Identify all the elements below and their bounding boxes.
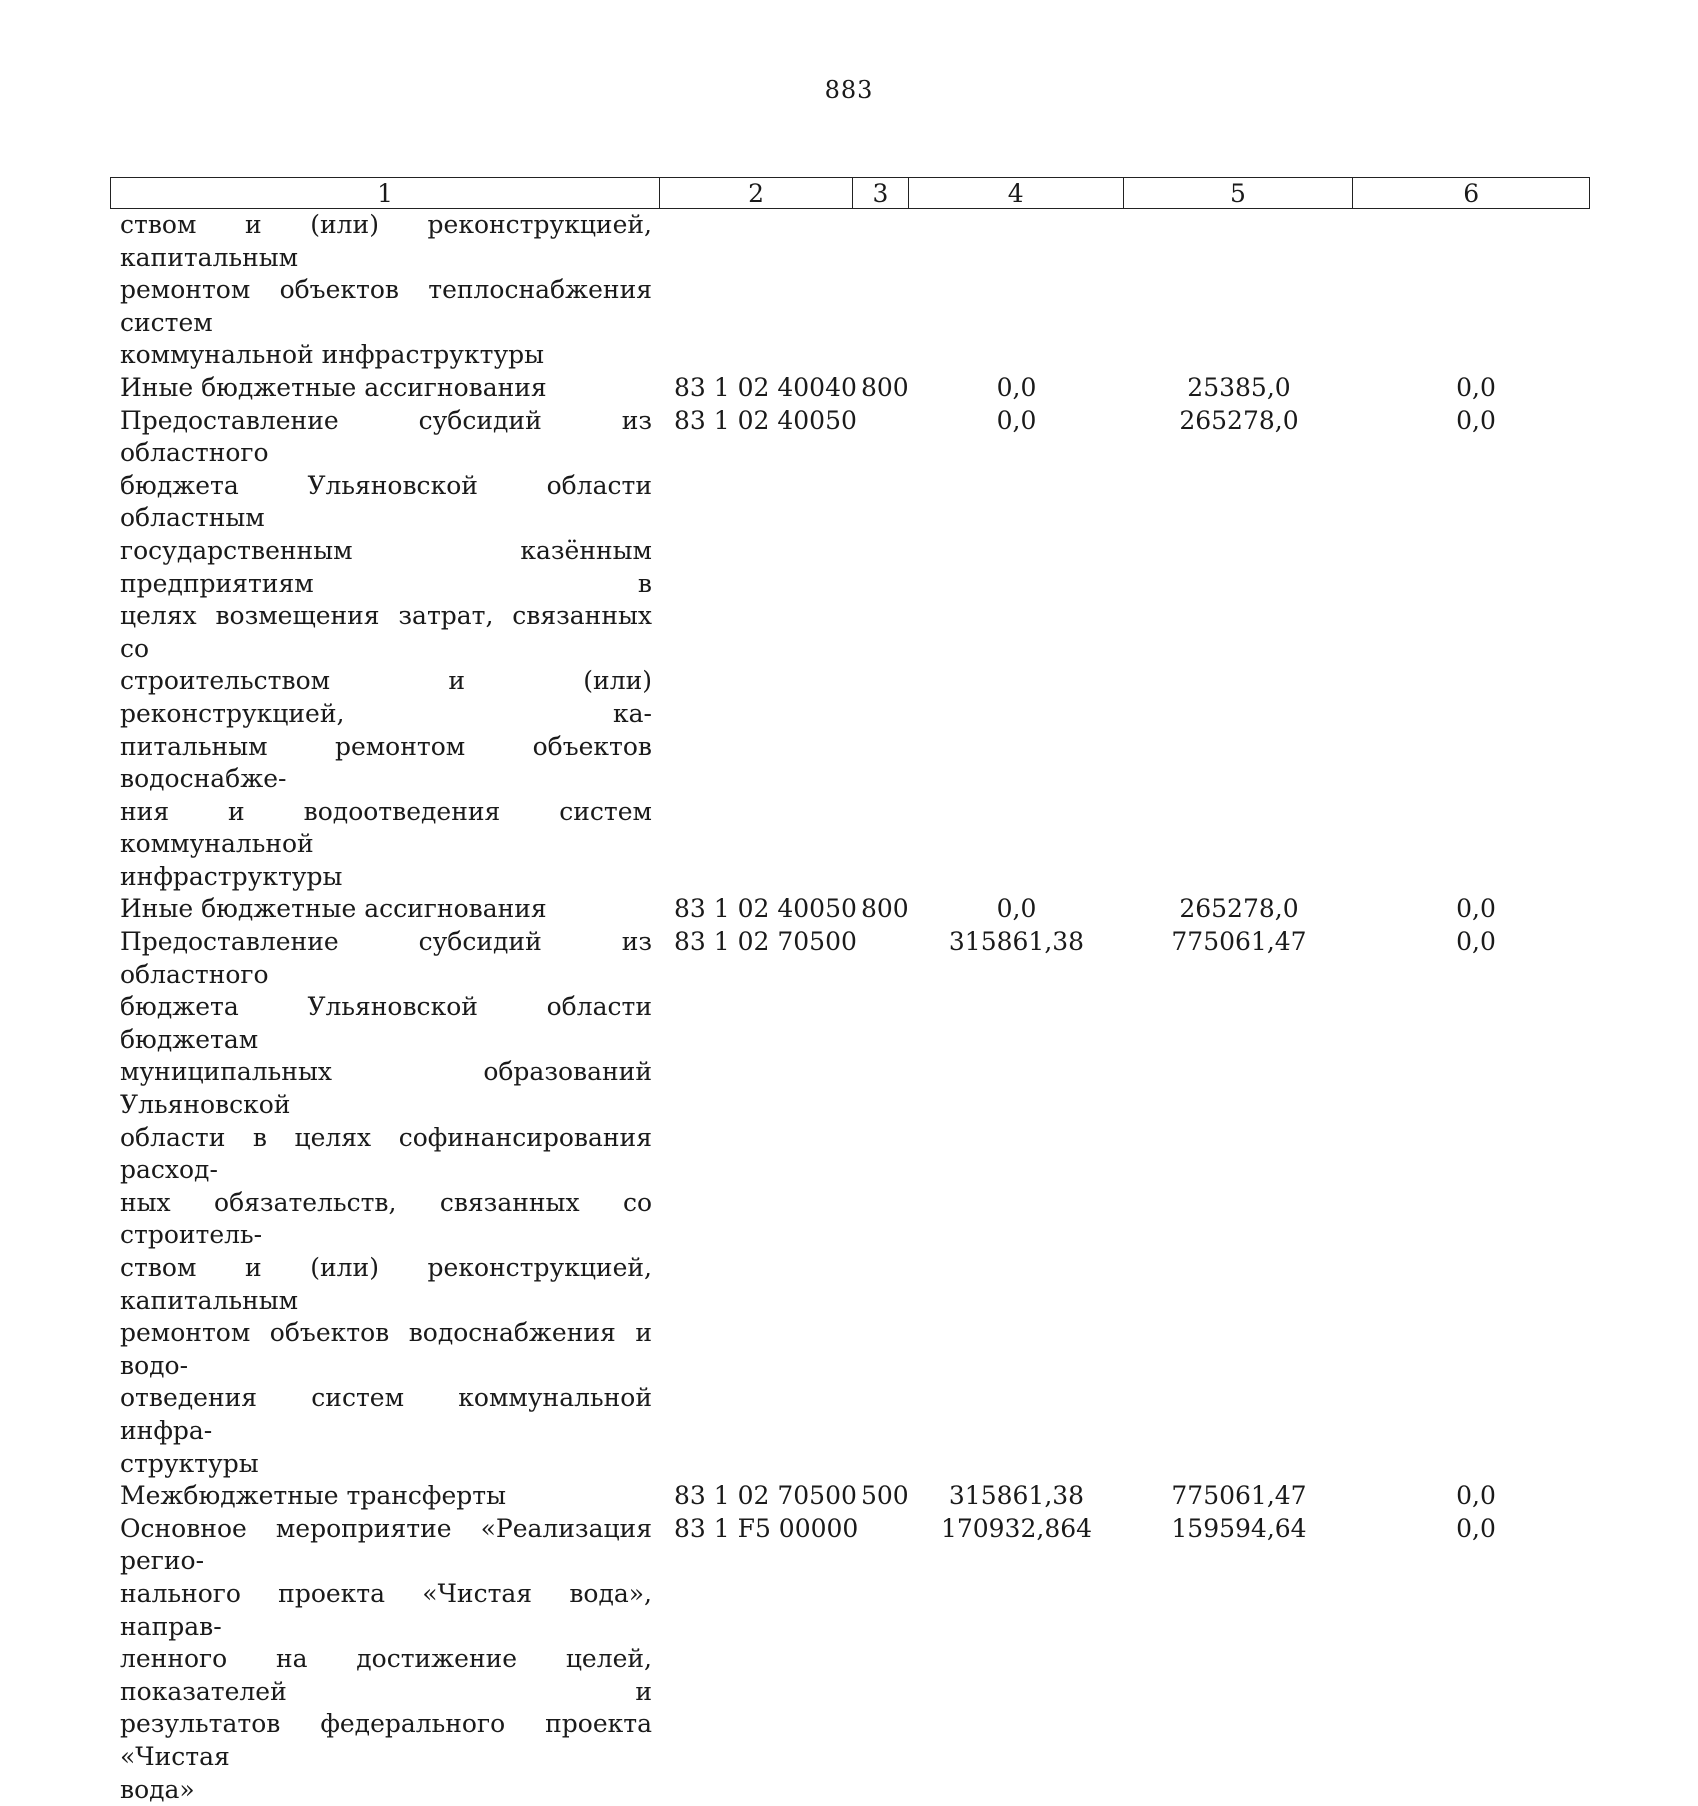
description-line: ремонтом объектов теплоснабжения систем	[120, 274, 652, 339]
column-header-2: 2	[660, 178, 853, 208]
row-description	[110, 926, 660, 1480]
budget-classification-code: 83 1 02 70500	[660, 926, 853, 1480]
column-header-5: 5	[1124, 178, 1354, 208]
expense-type-code	[853, 926, 909, 1480]
description-line: ленного на достижение целей, показателей и	[120, 1643, 652, 1708]
description-line: питальным ремонтом объектов водоснабже-	[120, 731, 652, 796]
table-body	[110, 209, 1590, 1806]
table-row	[110, 372, 1590, 405]
row-description	[110, 893, 660, 926]
description-line: коммунальной инфраструктуры	[120, 339, 652, 372]
budget-table	[110, 177, 1590, 1806]
description-line: ния и водоотведения систем коммунальной	[120, 796, 652, 861]
budget-classification-code: 83 1 F5 00000	[660, 1513, 853, 1806]
description-line: отведения систем коммунальной инфра-	[120, 1382, 652, 1447]
table-row	[110, 1480, 1590, 1513]
column-number-header	[110, 177, 1590, 209]
amount-column-4: 0,0	[909, 372, 1124, 405]
description-line: вода»	[120, 1774, 652, 1806]
table-row	[110, 926, 1590, 1480]
table-row	[110, 405, 1590, 894]
description-line: Основное мероприятие «Реализация регио-	[120, 1513, 652, 1578]
description-line: области в целях софинансирования расход-	[120, 1122, 652, 1187]
amount-column-4: 315861,38	[909, 926, 1124, 1480]
description-line: строительством и (или) реконструкцией, ка-	[120, 665, 652, 730]
expense-type-code	[853, 209, 909, 372]
table-row	[110, 1513, 1590, 1806]
amount-column-6: 0,0	[1354, 372, 1590, 405]
amount-column-4: 315861,38	[909, 1480, 1124, 1513]
expense-type-code: 800	[853, 372, 909, 405]
amount-column-4: 0,0	[909, 893, 1124, 926]
expense-type-code: 500	[853, 1480, 909, 1513]
description-line: Предоставление субсидий из областного	[120, 926, 652, 991]
description-line: Межбюджетные трансферты	[120, 1480, 652, 1513]
expense-type-code: 800	[853, 893, 909, 926]
amount-column-6: 0,0	[1354, 1480, 1590, 1513]
column-header-6: 6	[1353, 178, 1589, 208]
amount-column-6: 0,0	[1354, 926, 1590, 1480]
description-line: ных обязательств, связанных со строитель-	[120, 1187, 652, 1252]
column-header-4: 4	[909, 178, 1124, 208]
description-line: ством и (или) реконструкцией, капитальным	[120, 1252, 652, 1317]
description-line: результатов федерального проекта «Чистая	[120, 1708, 652, 1773]
description-line: бюджета Ульяновской области областным	[120, 470, 652, 535]
description-line: Предоставление субсидий из областного	[120, 405, 652, 470]
amount-column-4: 0,0	[909, 405, 1124, 894]
description-line: инфраструктуры	[120, 861, 652, 894]
description-line: бюджета Ульяновской области бюджетам	[120, 991, 652, 1056]
row-description	[110, 1480, 660, 1513]
budget-classification-code: 83 1 02 70500	[660, 1480, 853, 1513]
description-line: ством и (или) реконструкцией, капитальным	[120, 209, 652, 274]
budget-classification-code: 83 1 02 40050	[660, 893, 853, 926]
page-number: 883	[0, 76, 1698, 104]
table-row	[110, 209, 1590, 372]
column-header-3: 3	[853, 178, 909, 208]
expense-type-code	[853, 1513, 909, 1806]
amount-column-6	[1354, 209, 1590, 372]
description-line: государственным казённым предприятиям в	[120, 535, 652, 600]
budget-classification-code: 83 1 02 40050	[660, 405, 853, 894]
budget-classification-code: 83 1 02 40040	[660, 372, 853, 405]
description-line: нального проекта «Чистая вода», направ-	[120, 1578, 652, 1643]
description-line: ремонтом объектов водоснабжения и водо-	[120, 1317, 652, 1382]
amount-column-6: 0,0	[1354, 405, 1590, 894]
description-line: целях возмещения затрат, связанных со	[120, 600, 652, 665]
description-line: структуры	[120, 1448, 652, 1481]
row-description	[110, 1513, 660, 1806]
amount-column-5: 775061,47	[1124, 926, 1354, 1480]
description-line: Иные бюджетные ассигнования	[120, 893, 652, 926]
description-line: Иные бюджетные ассигнования	[120, 372, 652, 405]
amount-column-6: 0,0	[1354, 1513, 1590, 1806]
amount-column-4	[909, 209, 1124, 372]
description-line: муниципальных образований Ульяновской	[120, 1056, 652, 1121]
amount-column-5: 265278,0	[1124, 893, 1354, 926]
amount-column-5	[1124, 209, 1354, 372]
amount-column-5: 775061,47	[1124, 1480, 1354, 1513]
column-header-1: 1	[111, 178, 660, 208]
row-description	[110, 405, 660, 894]
row-description	[110, 209, 660, 372]
amount-column-5: 159594,64	[1124, 1513, 1354, 1806]
amount-column-5: 25385,0	[1124, 372, 1354, 405]
amount-column-6: 0,0	[1354, 893, 1590, 926]
row-description	[110, 372, 660, 405]
amount-column-4: 170932,864	[909, 1513, 1124, 1806]
budget-classification-code	[660, 209, 853, 372]
expense-type-code	[853, 405, 909, 894]
table-row	[110, 893, 1590, 926]
amount-column-5: 265278,0	[1124, 405, 1354, 894]
